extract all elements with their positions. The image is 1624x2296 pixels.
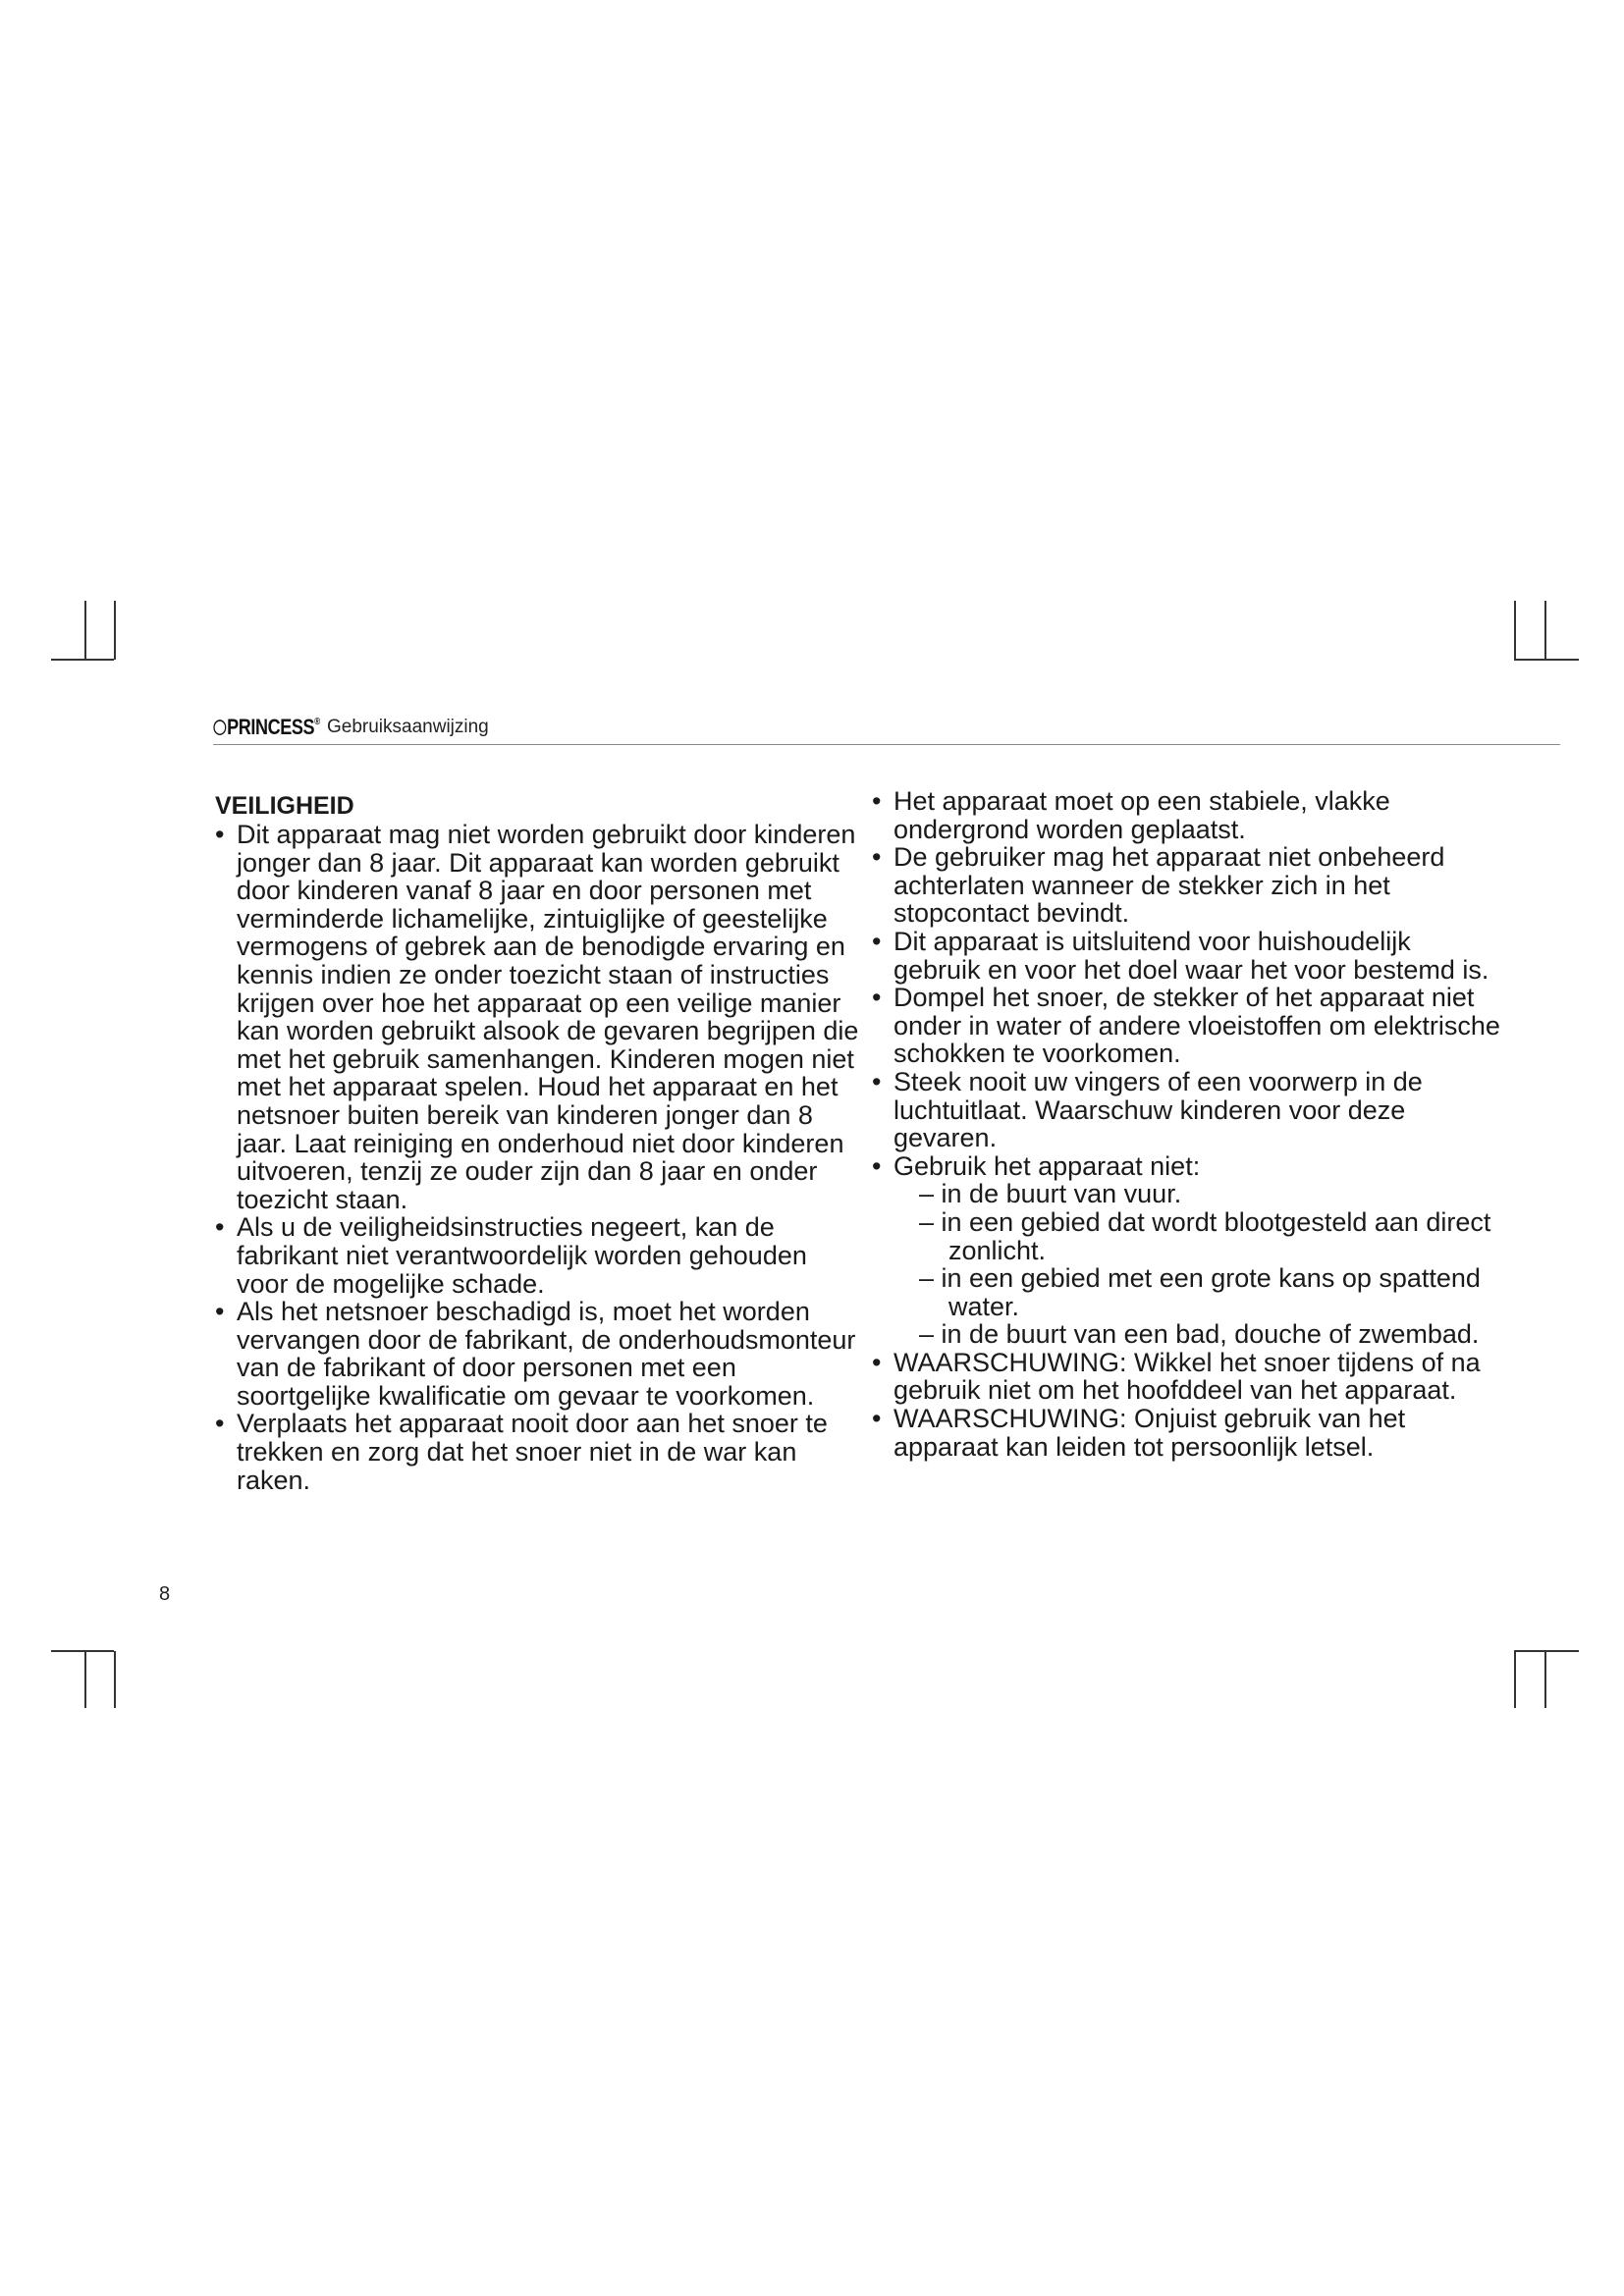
warning-item [872,1405,1500,1461]
bullet-icon: • [215,820,225,849]
list-item [872,1068,1500,1152]
bullet-icon: • [872,926,882,956]
sub-list-item [893,1208,1500,1264]
brand-logo [213,715,320,740]
section-title: VEILIGHEID [215,792,354,820]
bullet-icon: • [872,786,882,816]
sub-list-item [893,1180,1500,1208]
list-item-text: Verplaats het apparaat nooit door aan het snoer te trekken en zorg dat het snoer niet in de war kan raken. [237,1409,828,1495]
header-title: Gebruiksaanwijzing [327,717,489,737]
page-number: 8 [159,1583,171,1605]
sub-list-item [893,1320,1500,1349]
warning-text: WAARSCHUWING: Wikkel het snoer tijdens of na gebruik niet om het hoofddeel van het apparaat. [893,1347,1481,1406]
list-item-text: Steek nooit uw vingers of een voorwerp in de luchtuitlaat. Waarschuw kinderen voor deze gevaren. [893,1066,1423,1153]
page-header [213,709,1560,748]
list-item-text: Dit apparaat mag niet worden gebruikt door kinderen jonger dan 8 jaar. Dit apparaat kan worden gebruikt door kinderen vanaf 8 jaar en door personen met verminderde lichamelijke, zintuiglijke of geestelijke vermogens of gebrek aan de benodigde ervaring en kennis indien ze onder toezicht staan of instructies krijgen over hoe het apparaat op een veilige manier kan worden gebruikt alsook de gevaren begrijpen die met het gebruik samenhangen. Kinderen mogen niet met het apparaat spelen. Houd het apparaat en het netsnoer buiten bereik van kinderen jonger dan 8 jaar. Laat reiniging en onderhoud niet door kinderen uitvoeren, tenzij ze ouder zijn dan 8 jaar en onder toezicht staan. [237,820,859,1214]
list-item [872,1152,1500,1349]
sub-list-item-text: in de buurt van een bad, douche of zwembad. [941,1319,1480,1350]
bullet-icon: • [215,1212,225,1243]
left-column [215,791,863,1494]
bullet-icon: • [215,1297,225,1327]
list-item [215,1213,863,1298]
safety-list-left [215,821,863,1494]
sub-list-item-text: in een gebied met een grote kans op spattend water. [941,1263,1481,1321]
bullet-icon: • [872,1347,882,1377]
dash-icon: – [919,1179,942,1209]
list-item-text: Het apparaat moet op een stabiele, vlakke ondergrond worden geplaatst. [893,786,1390,844]
list-item [872,928,1500,984]
right-column [872,787,1500,1461]
list-item-text: Gebruik het apparaat niet: [893,1150,1201,1181]
list-item [215,1298,863,1410]
bullet-icon: • [872,1066,882,1096]
list-item [872,843,1500,928]
list-item-text: Dompel het snoer, de stekker of het apparaat niet onder in water of andere vloeistoffen om elektrische schokken te voorkomen. [893,983,1500,1069]
brand-name: PRINCESS [227,715,315,739]
list-item [872,984,1500,1068]
trademark-icon: ® [314,717,320,727]
dash-icon: – [919,1319,942,1350]
bullet-icon: • [215,1409,225,1439]
sub-list-item-text: in een gebied dat wordt blootgesteld aan direct zonlicht. [941,1206,1491,1265]
list-item [215,1410,863,1494]
dash-icon: – [919,1206,942,1237]
bullet-icon: • [872,1150,882,1181]
safety-list-right [872,787,1500,1461]
list-item-text: Dit apparaat is uitsluitend voor huishoudelijk gebruik en voor het doel waar het voor bestemd is. [893,926,1489,985]
list-item [215,821,863,1213]
sub-list [893,1180,1500,1349]
sub-list-item [893,1264,1500,1320]
sub-list-item-text: in de buurt van vuur. [941,1179,1182,1209]
bullet-icon: • [872,983,882,1013]
warning-item [872,1349,1500,1405]
list-item-text: Als u de veiligheidsinstructies negeert, kan de fabrikant niet verantwoordelijk worden gehouden voor de mogelijke schade. [237,1212,807,1299]
dash-icon: – [919,1263,942,1294]
list-item [872,787,1500,843]
princess-crown-icon: ◯ [213,719,227,735]
bullet-icon: • [872,842,882,873]
list-item-text: Als het netsnoer beschadigd is, moet het worden vervangen door de fabrikant, de onderhoudsmonteur van de fabrikant of door personen met een soortgelijke kwalificatie om gevaar te voorkomen. [237,1297,856,1411]
list-item-text: De gebruiker mag het apparaat niet onbeheerd achterlaten wanneer de stekker zich in het stopcontact bevindt. [893,842,1445,929]
header-divider [213,744,1560,745]
warning-text: WAARSCHUWING: Onjuist gebruik van het apparaat kan leiden tot persoonlijk letsel. [893,1404,1406,1462]
bullet-icon: • [872,1404,882,1434]
